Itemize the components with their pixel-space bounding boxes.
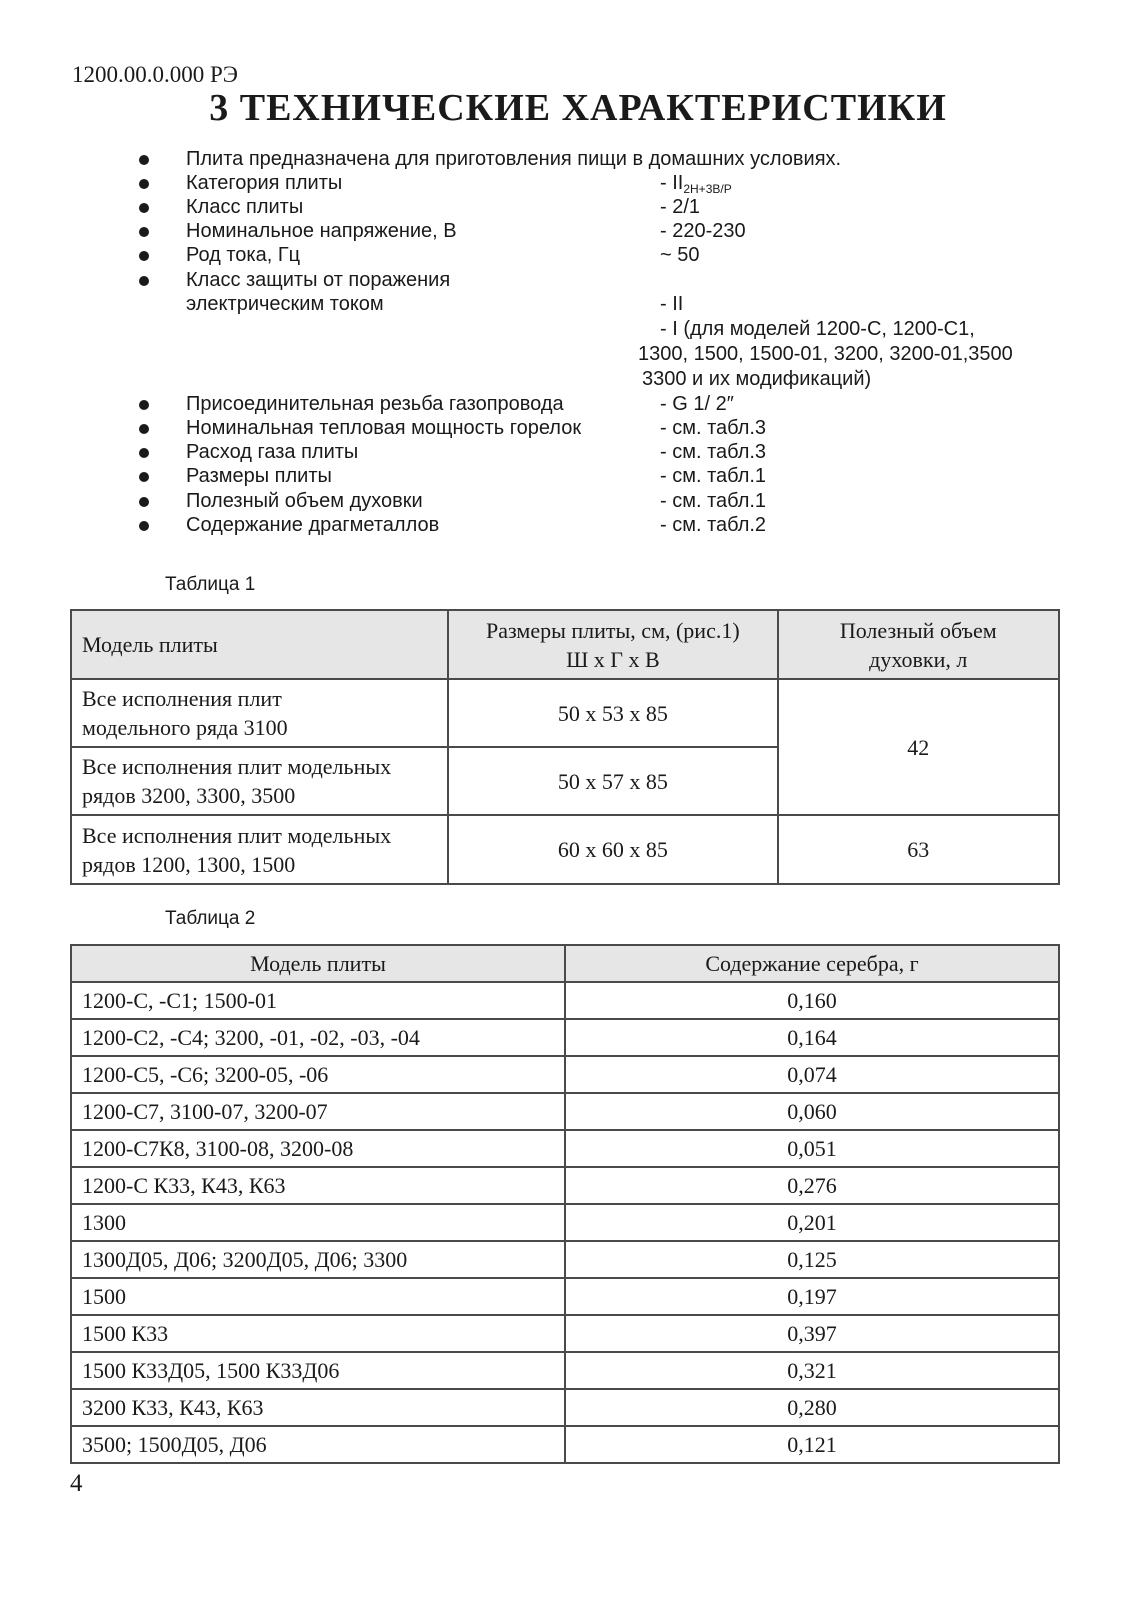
column-header-line: Полезный объем: [839, 617, 997, 643]
bullet-icon: [139, 227, 149, 237]
spec-value: - см. табл.3: [660, 417, 767, 439]
silver-cell: 0,321: [565, 1352, 1059, 1389]
spec-item: [0, 195, 1132, 219]
spec-label: Полезный объем духовки: [186, 490, 423, 512]
silver-cell: 0,280: [565, 1389, 1059, 1426]
spec-value-subscript: 2H+3B/P: [683, 182, 732, 196]
table-header-row: [71, 610, 1059, 679]
bullet-icon: [139, 179, 149, 189]
silver-cell: 0,051: [565, 1130, 1059, 1167]
spec-item: [0, 243, 1132, 267]
spec-item: [0, 268, 1132, 292]
model-cell: 1500 К33: [71, 1315, 565, 1352]
page-number: 4: [70, 1470, 83, 1497]
section-title: 3 ТЕХНИЧЕСКИЕ ХАРАКТЕРИСТИКИ: [209, 87, 947, 129]
spec-label: Класс защиты от поражения: [186, 269, 451, 291]
bullet-icon: [139, 203, 149, 213]
model-cell-line: рядов 3200, 3300, 3500: [82, 783, 296, 808]
spec-label: Содержание драгметаллов: [186, 514, 440, 536]
spec-value-note: 3300 и их модификаций): [642, 368, 872, 390]
silver-cell: 0,164: [565, 1019, 1059, 1056]
spec-value: - см. табл.1: [660, 490, 767, 512]
table-row: [71, 1241, 1059, 1278]
model-cell-line: Все исполнения плит модельных: [82, 822, 392, 848]
spec-value: - G 1/ 2″: [660, 393, 734, 415]
model-cell: [71, 679, 448, 747]
silver-content-table: [70, 944, 1060, 1464]
spec-item: [0, 440, 1132, 464]
model-cell: 1300: [71, 1204, 565, 1241]
table-row: [71, 982, 1059, 1019]
table-row: [71, 679, 1059, 747]
spec-item: [0, 171, 1132, 195]
spec-value: - см. табл.1: [660, 465, 767, 487]
silver-cell: 0,197: [565, 1278, 1059, 1315]
spec-label: Плита предназначена для приготовления пищи в домашних условиях.: [186, 148, 842, 170]
bullet-icon: [139, 276, 149, 286]
table-row: [71, 1278, 1059, 1315]
spec-item: [0, 489, 1132, 513]
silver-cell: 0,276: [565, 1167, 1059, 1204]
bullet-icon: [139, 400, 149, 410]
volume-cell: 63: [778, 815, 1060, 884]
model-cell: 1300Д05, Д06; 3200Д05, Д06; 3300: [71, 1241, 565, 1278]
bullet-icon: [139, 448, 149, 458]
column-header: Модель плиты: [71, 945, 565, 982]
spec-value-note: - I (для моделей 1200-С, 1200-С1,: [660, 318, 975, 340]
size-cell: 50 х 53 х 85: [448, 679, 777, 747]
spec-item: [0, 416, 1132, 440]
model-cell: 1200-С7К8, 3100-08, 3200-08: [71, 1130, 565, 1167]
table-header-row: [71, 945, 1059, 982]
spec-item: [0, 464, 1132, 488]
column-header-line: духовки, л: [869, 646, 968, 672]
spec-item: [0, 392, 1132, 416]
spec-item: [0, 513, 1132, 537]
table-row: [71, 815, 1059, 884]
model-cell: 1200-С7, 3100-07, 3200-07: [71, 1093, 565, 1130]
table-row: [71, 1389, 1059, 1426]
spec-item: [0, 147, 1132, 171]
silver-cell: 0,121: [565, 1426, 1059, 1463]
bullet-icon: [139, 497, 149, 507]
model-cell-line: модельного ряда 3100: [82, 715, 288, 740]
model-cell: 1200-С К33, К43, К63: [71, 1167, 565, 1204]
table-row: [71, 1352, 1059, 1389]
table-row: [71, 1167, 1059, 1204]
size-cell: 60 х 60 х 85: [448, 815, 777, 884]
bullet-icon: [139, 521, 149, 531]
column-header: [448, 610, 777, 679]
table-row: [71, 1056, 1059, 1093]
spec-value: - см. табл.2: [660, 514, 767, 536]
table1-caption: Таблица 1: [165, 574, 256, 595]
model-cell: 1200-С5, -С6; 3200-05, -06: [71, 1056, 565, 1093]
table-row: [71, 1019, 1059, 1056]
table-row: [71, 1093, 1059, 1130]
spec-item: [0, 219, 1132, 243]
model-cell: 1200-С2, -С4; 3200, -01, -02, -03, -04: [71, 1019, 565, 1056]
size-cell: 50 х 57 х 85: [448, 747, 777, 815]
spec-label: Род тока, Гц: [186, 244, 301, 266]
model-cell: 1500 К33Д05, 1500 К33Д06: [71, 1352, 565, 1389]
spec-value: - 2/1: [660, 196, 701, 218]
spec-value-main: - II: [660, 172, 684, 194]
model-cell: [71, 747, 448, 815]
model-cell: 3500; 1500Д05, Д06: [71, 1426, 565, 1463]
spec-label: Номинальное напряжение, В: [186, 220, 457, 242]
spec-item-continued: [0, 292, 1132, 316]
model-cell: [71, 815, 448, 884]
bullet-icon: [139, 424, 149, 434]
spec-list: [0, 143, 1132, 543]
dimensions-table: [70, 609, 1060, 885]
model-cell: 3200 К33, К43, К63: [71, 1389, 565, 1426]
silver-cell: 0,160: [565, 982, 1059, 1019]
bullet-icon: [139, 155, 149, 165]
spec-label: Расход газа плиты: [186, 441, 359, 463]
column-header-line: Размеры плиты, см, (рис.1): [486, 617, 740, 643]
model-cell: 1200-С, -С1; 1500-01: [71, 982, 565, 1019]
spec-value-note: 1300, 1500, 1500-01, 3200, 3200-01,3500: [638, 343, 1013, 365]
bullet-icon: [139, 251, 149, 261]
bullet-icon: [139, 472, 149, 482]
spec-label: Класс плиты: [186, 196, 304, 218]
table-row: [71, 1315, 1059, 1352]
silver-cell: 0,125: [565, 1241, 1059, 1278]
spec-value: - II: [660, 293, 684, 315]
model-cell-line: рядов 1200, 1300, 1500: [82, 851, 296, 877]
document-code: 1200.00.0.000 РЭ: [72, 62, 238, 87]
volume-cell: 42: [778, 679, 1060, 815]
table2-caption: Таблица 2: [165, 908, 256, 929]
spec-label: Присоединительная резьба газопровода: [186, 393, 564, 415]
table-row: [71, 1130, 1059, 1167]
spec-label: Номинальная тепловая мощность горелок: [186, 417, 582, 439]
spec-value: ~ 50: [660, 244, 700, 266]
spec-label: электрическим током: [186, 293, 384, 315]
model-cell-line: Все исполнения плит модельных: [82, 754, 392, 779]
model-cell-line: Все исполнения плит: [82, 686, 282, 711]
silver-cell: 0,397: [565, 1315, 1059, 1352]
spec-label: Категория плиты: [186, 172, 343, 194]
table-row: [71, 1426, 1059, 1463]
table-row: [71, 1204, 1059, 1241]
column-header-line: Ш х Г х В: [566, 646, 660, 672]
silver-cell: 0,060: [565, 1093, 1059, 1130]
spec-value: - см. табл.3: [660, 441, 767, 463]
spec-label: Размеры плиты: [186, 465, 332, 487]
column-header: [778, 610, 1060, 679]
column-header: Модель плиты: [71, 610, 448, 679]
silver-cell: 0,074: [565, 1056, 1059, 1093]
model-cell: 1500: [71, 1278, 565, 1315]
spec-value: - 220-230: [660, 220, 746, 242]
column-header: Содержание серебра, г: [565, 945, 1059, 982]
silver-cell: 0,201: [565, 1204, 1059, 1241]
